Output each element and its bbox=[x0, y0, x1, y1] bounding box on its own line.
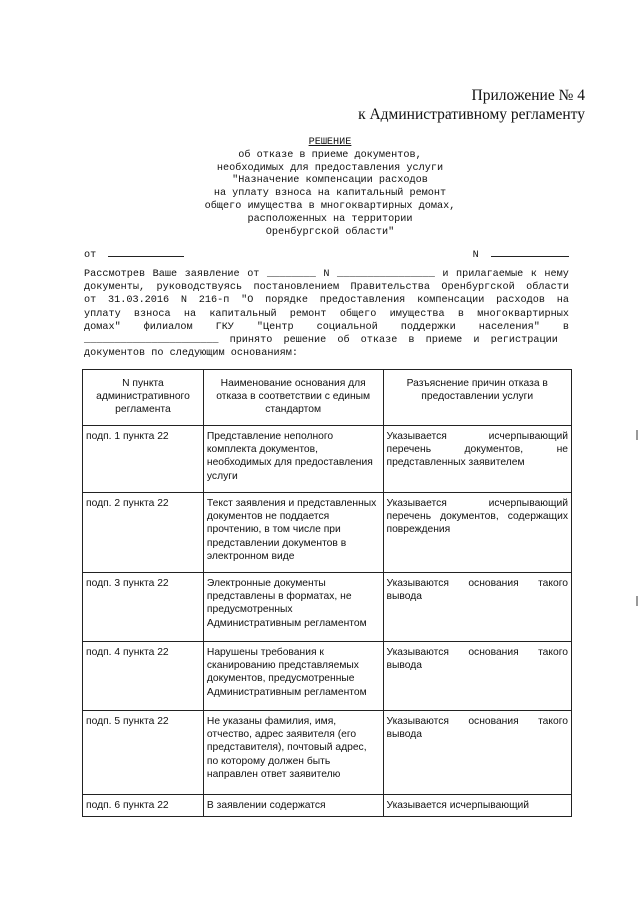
decision-title: РЕШЕНИЕ bbox=[308, 137, 352, 148]
table-row bbox=[83, 711, 572, 795]
row-explanation: Указываются основания такого вывода bbox=[383, 573, 572, 642]
row-explanation: Указываются основания такого вывода bbox=[383, 642, 572, 711]
row-explanation: Указываются основания такого вывода bbox=[383, 711, 572, 795]
refusal-grounds-table bbox=[82, 369, 572, 817]
scan-edge-mark bbox=[636, 596, 638, 606]
number-label: N bbox=[472, 250, 479, 261]
header-reason: Наименование основания для отказа в соответствии с единым стандартом bbox=[203, 370, 383, 426]
decision-subtitle-line: расположенных на территории bbox=[247, 213, 413, 225]
decision-subtitle-line: общего имущества в многоквартирных домах, bbox=[204, 200, 456, 212]
decision-subtitle-line: необходимых для предоставления услуги bbox=[216, 162, 444, 174]
header-item-number: N пункта административного регламента bbox=[83, 370, 204, 426]
appendix-reference: к Административному регламенту bbox=[358, 106, 585, 123]
body-line: от 31.03.2016 N 216-п "О порядке предоставления компенсации расходов на bbox=[84, 295, 569, 307]
decision-subtitle-line: на уплату взноса на капитальный ремонт bbox=[213, 188, 447, 200]
table-row bbox=[83, 493, 572, 573]
row-explanation: Указывается исчерпывающий bbox=[383, 795, 572, 817]
date-number-line bbox=[84, 246, 569, 260]
header-explanation: Разъяснение причин отказа в предоставлении услуги bbox=[383, 370, 572, 426]
row-explanation: Указывается исчерпывающий перечень документов, не представленных заявителем bbox=[383, 426, 572, 493]
number-blank bbox=[491, 246, 569, 257]
decision-subtitle-line: об отказе в приеме документов, bbox=[238, 149, 422, 161]
body-line: документы, руководствуясь постановлением Правительства Оренбургской области bbox=[84, 282, 569, 294]
row-reason: Текст заявления и представленных документов не поддается прочтению, в том числе при представлении документов в электронном виде bbox=[203, 493, 383, 573]
row-item: подп. 3 пункта 22 bbox=[83, 573, 204, 642]
row-reason: Представление неполного комплекта документов, необходимых для предоставления услуги bbox=[203, 426, 383, 493]
body-line: уплату взноса на капитальный ремонт общего имущества в многоквартирных bbox=[84, 308, 569, 320]
row-item: подп. 2 пункта 22 bbox=[83, 493, 204, 573]
row-reason: В заявлении содержатся bbox=[203, 795, 383, 817]
body-line: ______________________ принято решение об отказе в приеме и регистрации bbox=[84, 334, 558, 346]
appendix-number: Приложение № 4 bbox=[471, 87, 585, 104]
table-header-row bbox=[83, 370, 572, 426]
row-item: подп. 6 пункта 22 bbox=[83, 795, 204, 817]
row-item: подп. 1 пункта 22 bbox=[83, 426, 204, 493]
table-row bbox=[83, 573, 572, 642]
row-reason: Не указаны фамилия, имя, отчество, адрес заявителя (его представителя), почтовый адрес, по которому должен быть направлен ответ заявителю bbox=[203, 711, 383, 795]
from-label: от bbox=[84, 250, 97, 261]
body-line: документов по следующим основаниям: bbox=[84, 348, 298, 360]
decision-title-block bbox=[160, 137, 500, 239]
row-reason: Электронные документы представлены в форматах, не предусмотренных Административным регламентом bbox=[203, 573, 383, 642]
row-reason: Нарушены требования к сканированию представляемых документов, предусмотренные Административным регламентом bbox=[203, 642, 383, 711]
table-row bbox=[83, 642, 572, 711]
appendix-header bbox=[358, 86, 585, 124]
table-row bbox=[83, 426, 572, 493]
table-row bbox=[83, 795, 572, 817]
body-line: домах" филиалом ГКУ "Центр социальной поддержки населения" в bbox=[84, 321, 569, 333]
row-explanation: Указывается исчерпывающий перечень документов, содержащих повреждения bbox=[383, 493, 572, 573]
row-item: подп. 4 пункта 22 bbox=[83, 642, 204, 711]
body-line: Рассмотрев Ваше заявление от ________ N ________________ и прилагаемые к нему bbox=[84, 269, 569, 280]
scan-edge-mark bbox=[636, 430, 638, 440]
row-item: подп. 5 пункта 22 bbox=[83, 711, 204, 795]
body-paragraph bbox=[84, 268, 569, 360]
date-blank bbox=[108, 246, 184, 257]
decision-subtitle-line: "Назначение компенсации расходов bbox=[232, 175, 428, 187]
decision-subtitle-line: Оренбургской области" bbox=[265, 226, 395, 238]
